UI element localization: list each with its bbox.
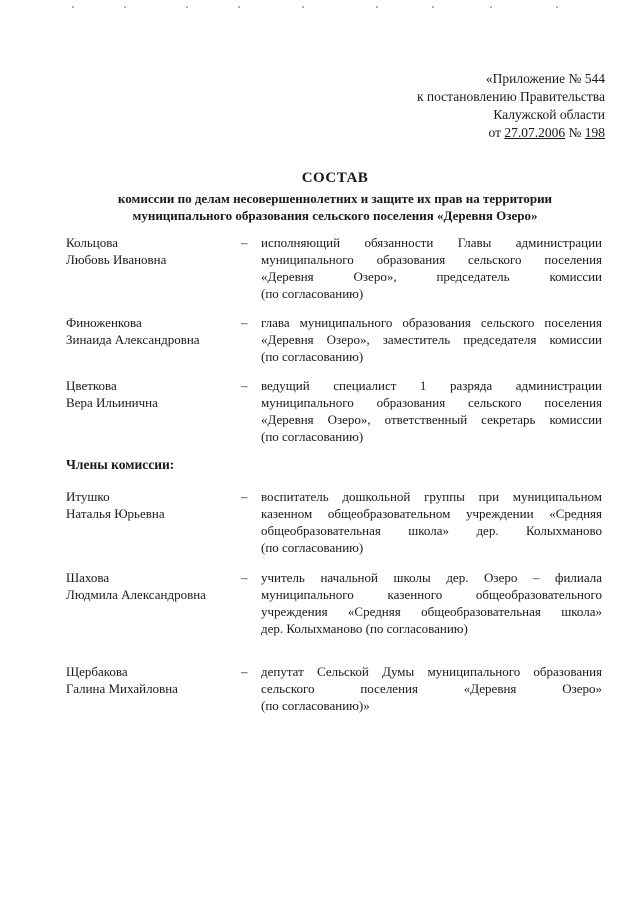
resolution-date: 27.07.2006 [504,125,566,140]
date-prefix: от [488,125,505,140]
role-line: (по согласованию) [261,540,364,555]
appendix-number: «Приложение № 544 [485,71,605,86]
role-line: казенном общеобразовательном учреждении «Средняя [261,506,602,521]
role-line: воспитатель дошкольной группы при муниципальном [261,489,602,504]
person-name [66,377,236,411]
title-main: СОСТАВ [301,170,369,186]
dash-separator: – [241,378,248,393]
dash-separator: – [241,570,248,585]
person-surname: Шахова [66,570,110,585]
role-line: депутат Сельской Думы муниципального образования [261,664,602,679]
role-line: общеобразовательная школа» дер. Колыхманово [261,523,602,538]
members-heading: Члены комиссии: [66,457,175,472]
role-line: муниципального казенного общеобразовательного [261,587,602,602]
title-subtitle-line2: муниципального образования сельского поселения «Деревня Озеро» [132,208,538,223]
person-given-names: Любовь Ивановна [66,252,167,267]
role-line: «Деревня Озеро», председатель комиссии [261,269,602,284]
appendix-header [305,70,605,142]
person-given-names: Вера Ильинична [66,395,158,410]
role-line: ведущий специалист 1 разряда администрации [261,378,602,393]
appendix-date-line [305,124,605,142]
role-line: «Деревня Озеро», ответственный секретарь комиссии [261,412,602,427]
dash-separator: – [241,235,248,250]
person-name [66,663,236,697]
person-name [66,569,236,603]
scan-artifact-dots [0,6,640,10]
role-line: муниципального образования сельского поселения [261,395,602,410]
dash-separator: – [241,664,248,679]
title-subtitle-line1: комиссии по делам несовершеннолетних и защите их прав на территории [117,191,553,206]
dash-separator: – [241,315,248,330]
resolution-number: 198 [584,125,605,140]
person-given-names: Галина Михайловна [66,681,178,696]
person-surname: Итушко [66,489,110,504]
dash-separator: – [241,489,248,504]
role-line: (по согласованию) [261,286,364,301]
person-surname: Цветкова [66,378,117,393]
person-surname: Финоженкова [66,315,142,330]
appendix-region: Калужской области [493,107,605,122]
person-given-names: Наталья Юрьевна [66,506,165,521]
person-role [261,663,602,714]
role-line: дер. Колыхманово (по согласованию) [261,621,468,636]
role-line: исполняющий обязанности Главы администрации [261,235,602,250]
role-line: глава муниципального образования сельского поселения [261,315,602,330]
person-surname: Кольцова [66,235,118,250]
person-name [66,234,236,268]
person-role [261,569,602,637]
person-given-names: Зинаида Александровна [66,332,200,347]
person-given-names: Людмила Александровна [66,587,206,602]
role-line: учитель начальной школы дер. Озеро – филиала [261,570,602,585]
role-line: «Деревня Озеро», заместитель председателя комиссии [261,332,602,347]
document-title [60,168,610,224]
person-surname: Щербакова [66,664,128,679]
person-role [261,314,602,365]
person-name [66,314,236,348]
role-line: муниципального образования сельского поселения [261,252,602,267]
role-line: сельского поселения «Деревня Озеро» [261,681,602,696]
role-line: учреждения «Средняя общеобразовательная школа» [261,604,602,619]
role-line: (по согласованию) [261,349,364,364]
role-line: (по согласованию)» [261,698,370,713]
role-line: (по согласованию) [261,429,364,444]
appendix-resolution-line: к постановлению Правительства [416,89,605,104]
number-prefix: № [565,125,585,140]
person-name [66,488,236,522]
person-role [261,488,602,556]
person-role [261,377,602,445]
person-role [261,234,602,302]
